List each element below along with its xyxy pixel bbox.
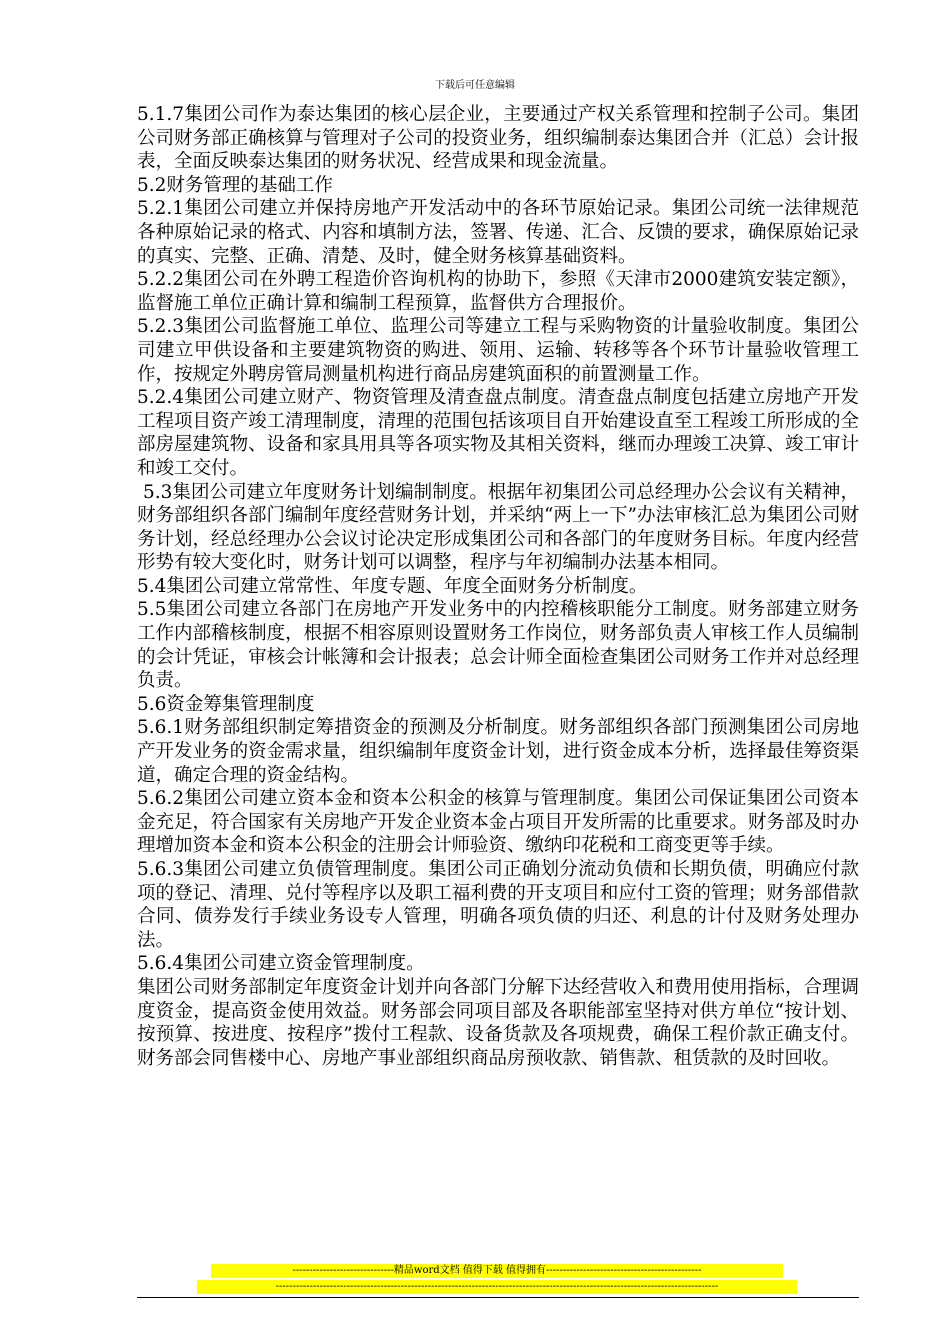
paragraph-5-6-2: 5.6.2集团公司建立资本金和资本公积金的核算与管理制度。集团公司保证集团公司资本金充足，符合国家有关房地产开发企业资本金占项目开发所需的比重要求。财务部及时办理增加资本金和资本公积金的注册会计师验资、缴纳印花税和工商变更等手续。 <box>137 788 859 857</box>
paragraph-fund-plan: 集团公司财务部制定年度资金计划并向各部门分解下达经营收入和费用使用指标，合理调度资金，提高资金使用效益。财务部会同项目部及各职能部室坚持对供方单位“按计划、按预算、按进度、按程序”拨付工程款、设备货款及各项规费，确保工程价款正确支付。财务部会同售楼中心、房地产事业部组织商品房预收款、销售款、租赁款的及时回收。 <box>137 976 859 1069</box>
footer-banner <box>0 1264 950 1294</box>
footer-promo-line: ------------------------------精品word文档 值得下载 值得拥有---------------------------------------------- <box>211 1264 783 1278</box>
heading-5-2: 5.2财务管理的基础工作 <box>137 174 333 196</box>
heading-5-6: 5.6资金筹集管理制度 <box>137 693 315 715</box>
paragraph-5-1-7: 5.1.7集团公司作为泰达集团的核心层企业，主要通过产权关系管理和控制子公司。集团公司财务部正确核算与管理对子公司的投资业务，组织编制泰达集团合并（汇总）会计报表，全面反映泰达集团的财务状况、经营成果和现金流量。 <box>137 104 859 173</box>
footer-dash-line: ----------------------------------------------------------------------------------------------------------------------------------- <box>197 1280 797 1294</box>
footer-divider <box>137 1297 859 1298</box>
paragraph-5-5: 5.5集团公司建立各部门在房地产开发业务中的内控稽核职能分工制度。财务部建立财务工作内部稽核制度，根据不相容原则设置财务工作岗位，财务部负责人审核工作人员编制的会计凭证，审核会计帐簿和会计报表；总会计师全面检查集团公司财务工作并对总经理负责。 <box>137 599 859 692</box>
paragraph-5-6-4: 5.6.4集团公司建立资金管理制度。 <box>137 953 425 975</box>
paragraph-5-3: 5.3集团公司建立年度财务计划编制制度。根据年初集团公司总经理办公会议有关精神，财务部组织各部门编制年度经营财务计划，并采纳“两上一下”办法审核汇总为集团公司财务计划，经总经理办公会议讨论决定形成集团公司和各部门的年度财务目标。年度内经营形势有较大变化时，财务计划可以调整，程序与年初编制办法基本相同。 <box>137 481 859 574</box>
paragraph-5-4: 5.4集团公司建立常常性、年度专题、年度全面财务分析制度。 <box>137 575 648 597</box>
page-header: 下载后可任意编辑 <box>435 80 515 91</box>
paragraph-5-2-1: 5.2.1集团公司建立并保持房地产开发活动中的各环节原始记录。集团公司统一法律规范各种原始记录的格式、内容和填制方法，签署、传递、汇合、反馈的要求，确保原始记录的真实、完整、正确、清楚、及时，健全财务核算基础资料。 <box>137 198 859 267</box>
paragraph-5-6-3: 5.6.3集团公司建立负债管理制度。集团公司正确划分流动负债和长期负债，明确应付款项的登记、清理、兑付等程序以及职工福利费的开支项目和应付工资的管理；财务部借款合同、债券发行手续业务设专人管理，明确各项负债的归还、利息的计付及财务处理办法。 <box>137 859 859 951</box>
paragraph-5-2-3: 5.2.3集团公司监督施工单位、监理公司等建立工程与采购物资的计量验收制度。集团公司建立甲供设备和主要建筑物资的购进、领用、运输、转移等各个环节计量验收管理工作，按规定外聘房管局测量机构进行商品房建筑面积的前置测量工作。 <box>137 316 859 385</box>
document-body <box>137 103 859 1070</box>
paragraph-5-2-4: 5.2.4集团公司建立财产、物资管理及清查盘点制度。清查盘点制度包括建立房地产开发工程项目资产竣工清理制度，清理的范围包括该项目自开始建设直至工程竣工所形成的全部房屋建筑物、设备和家具用具等各项实物及其相关资料，继而办理竣工决算、竣工审计和竣工交付。 <box>137 387 859 479</box>
paragraph-5-2-2: 5.2.2集团公司在外聘工程造价咨询机构的协助下，参照《天津市2000建筑安装定额》，监督施工单位正确计算和编制工程预算，监督供方合理报价。 <box>137 269 859 314</box>
paragraph-5-6-1: 5.6.1财务部组织制定筹措资金的预测及分析制度。财务部组织各部门预测集团公司房地产开发业务的资金需求量，组织编制年度资金计划，进行资金成本分析，选择最佳筹资渠道，确定合理的资金结构。 <box>137 717 859 786</box>
